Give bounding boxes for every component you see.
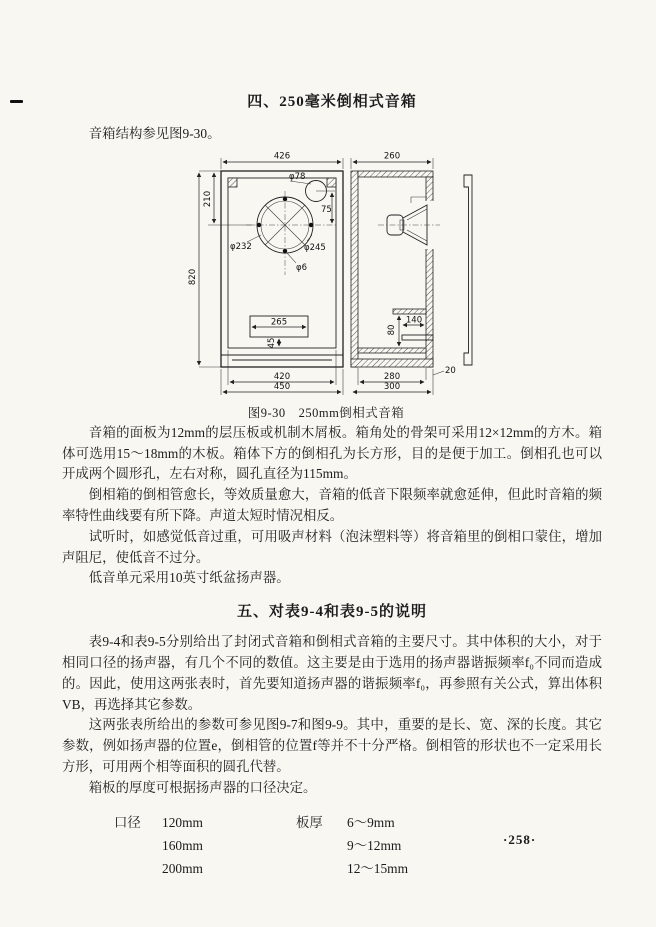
side-section-view <box>351 151 456 395</box>
section4-paragraph-3: 试听时，如感觉低音过重，可用吸声材料（泡沫塑料等）将音箱里的倒相口蒙住，增加声阻尼，使低音不过分。 <box>62 528 602 565</box>
page-content <box>62 90 602 880</box>
dim-label-port-offset: 75 <box>321 204 332 215</box>
speaker-box-drawing <box>188 149 488 401</box>
dim-label-inner-depth: 280 <box>383 371 401 382</box>
section4-paragraph-1: 音箱的面板为12mm的层压板或机制木屑板。箱角处的骨架可采用12×12mm的方木。箱体可选用15～18mm的木板。箱体下方的倒相孔为长方形，目的是便于加工。倒相孔也可以开成两个圆形孔，左右对称，圆孔直径为115mm。 <box>62 424 602 482</box>
dim-label-bolt-hole: φ6 <box>296 262 308 273</box>
front-view <box>188 151 343 395</box>
section5-paragraph-1: 表9-4和表9-5分别给出了封闭式音箱和倒相式音箱的主要尺寸。其中体积的大小，对于相同口径的扬声器，有几个不同的数值。这主要是由于选用的扬声器谐振频率f₀不同而造成的。因此，使用这两张表时，首先要知道扬声器的谐振频率f₀，再参照有关公式，算出体积VB，再选择其它参数。 <box>62 634 602 712</box>
figure-9-30 <box>188 149 488 421</box>
dim-label-speaker-frame: φ245 <box>304 242 326 253</box>
margin-mark <box>10 100 23 103</box>
dim-label-vent-width: 265 <box>270 317 288 328</box>
spec-header-diameter: 口径 <box>114 814 141 830</box>
spec-header-thickness: 板厚 <box>296 814 323 830</box>
section5-heading: 五、对表9-4和表9-5的说明 <box>237 604 427 621</box>
dim-label-total-height: 820 <box>188 268 198 285</box>
section4-intro: 音箱结构参见图9-30。 <box>88 126 221 141</box>
spec-thickness-value: 12～15mm <box>347 860 409 876</box>
dim-label-panel-thickness: 20 <box>445 365 456 376</box>
spec-row <box>62 857 602 880</box>
spec-thickness-value: 9～12mm <box>347 837 402 853</box>
dim-label-duct-height: 80 <box>387 324 397 336</box>
bolt-hole-right <box>309 223 313 227</box>
section4-paragraph-4: 低音单元采用10英寸纸盆扬声器。 <box>88 570 290 586</box>
spec-thickness-value: 6～9mm <box>347 814 395 830</box>
dim-label-outer-depth: 300 <box>383 381 401 392</box>
dim-label-depth: 260 <box>383 151 401 162</box>
spec-diameter-value: 120mm <box>162 814 203 830</box>
bolt-hole-bottom <box>283 249 287 253</box>
dim-label-duct-length: 140 <box>405 315 423 326</box>
dim-label-outer-width: 450 <box>273 381 291 392</box>
section4-heading: 四、250毫米倒相式音箱 <box>247 94 417 110</box>
spec-diameter-value: 200mm <box>162 860 203 876</box>
dim-label-inner-width: 420 <box>273 371 291 382</box>
page-number: ·258· <box>503 832 537 847</box>
section5-paragraph-2: 这两张表所给出的参数可参见图9-7和图9-9。其中，重要的是长、宽、深的长度。其它参数，例如扬声器的位置e，倒相管的位置f等并不十分严格。倒相管的形状也不一定采用长方形，可用两个相等面积的圆孔代替。 <box>62 717 602 774</box>
dim-label-upper-height: 210 <box>203 190 213 207</box>
dim-label-top-width: 426 <box>273 151 291 162</box>
dim-label-speaker-cutout: φ232 <box>230 241 252 252</box>
dim-label-port-dia: φ78 <box>289 171 306 182</box>
spec-row <box>62 811 602 834</box>
section5-paragraph-3: 箱板的厚度可根据扬声器的口径决定。 <box>88 779 317 795</box>
section4-paragraph-2: 倒相箱的倒相管愈长，等效质量愈大，音箱的低音下限频率就愈延伸，但此时音箱的频率特性曲线要有所下降。声道太短时情况相反。 <box>62 487 602 523</box>
dim-label-vent-height: 45 <box>267 337 277 349</box>
loose-panel-view <box>464 175 472 365</box>
bolt-hole-left <box>257 223 261 227</box>
figure-caption: 图9-30 250mm倒相式音箱 <box>247 405 405 420</box>
spec-diameter-value: 160mm <box>162 837 203 853</box>
bolt-hole-top <box>283 197 287 201</box>
